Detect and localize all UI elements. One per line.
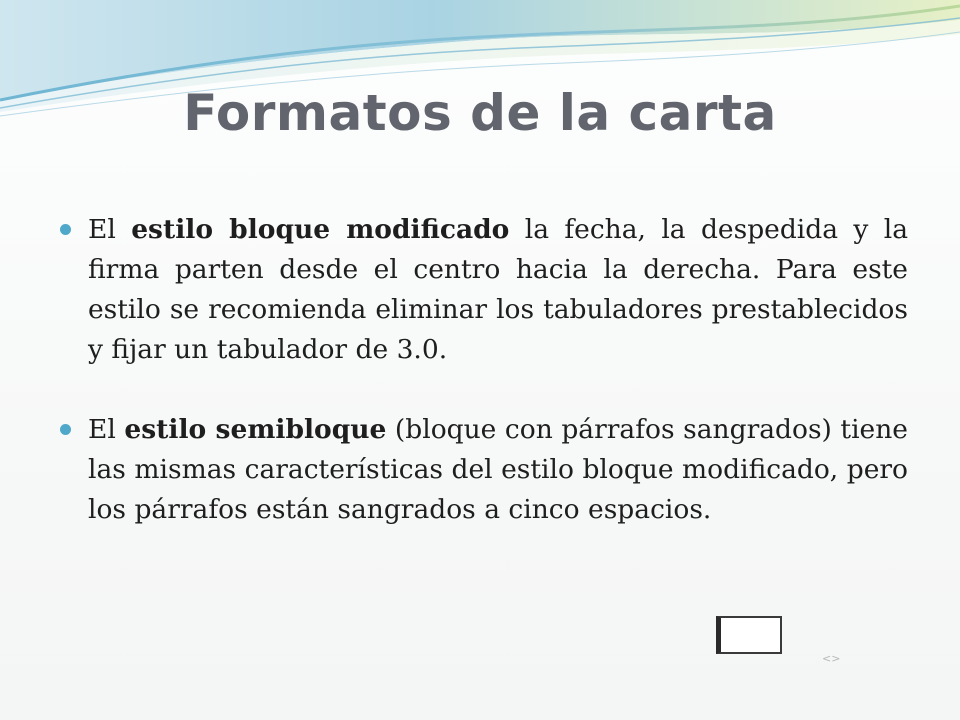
bullet-text-prefix: El bbox=[88, 414, 125, 445]
small-mark-icon: <> bbox=[822, 652, 841, 665]
bullet-bold-term: estilo bloque modificado bbox=[131, 214, 510, 245]
bullet-text-prefix: El bbox=[88, 214, 132, 245]
bullet-item-modified-block bbox=[60, 210, 908, 370]
frame-graphic bbox=[716, 616, 782, 654]
bullet-bold-term: estilo semibloque bbox=[124, 414, 387, 445]
bullet-list bbox=[60, 210, 908, 530]
bullet-text-body: (bloque con párrafos sangrados) tiene las mismas características del estilo bloque modificado, pero los párrafos están sangrados a cinco espacios. bbox=[88, 414, 908, 525]
bullet-dot-icon bbox=[60, 424, 71, 435]
bullet-item-semiblock bbox=[60, 410, 908, 530]
bullet-dot-icon bbox=[60, 224, 71, 235]
bullet-text-body: la fecha, la despedida y la firma parten desde el centro hacia la derecha. Para este estilo se recomienda eliminar los tabuladores prestablecidos y fijar un tabulador de 3.0. bbox=[88, 214, 908, 365]
slide-title: Formatos de la carta bbox=[183, 84, 777, 142]
